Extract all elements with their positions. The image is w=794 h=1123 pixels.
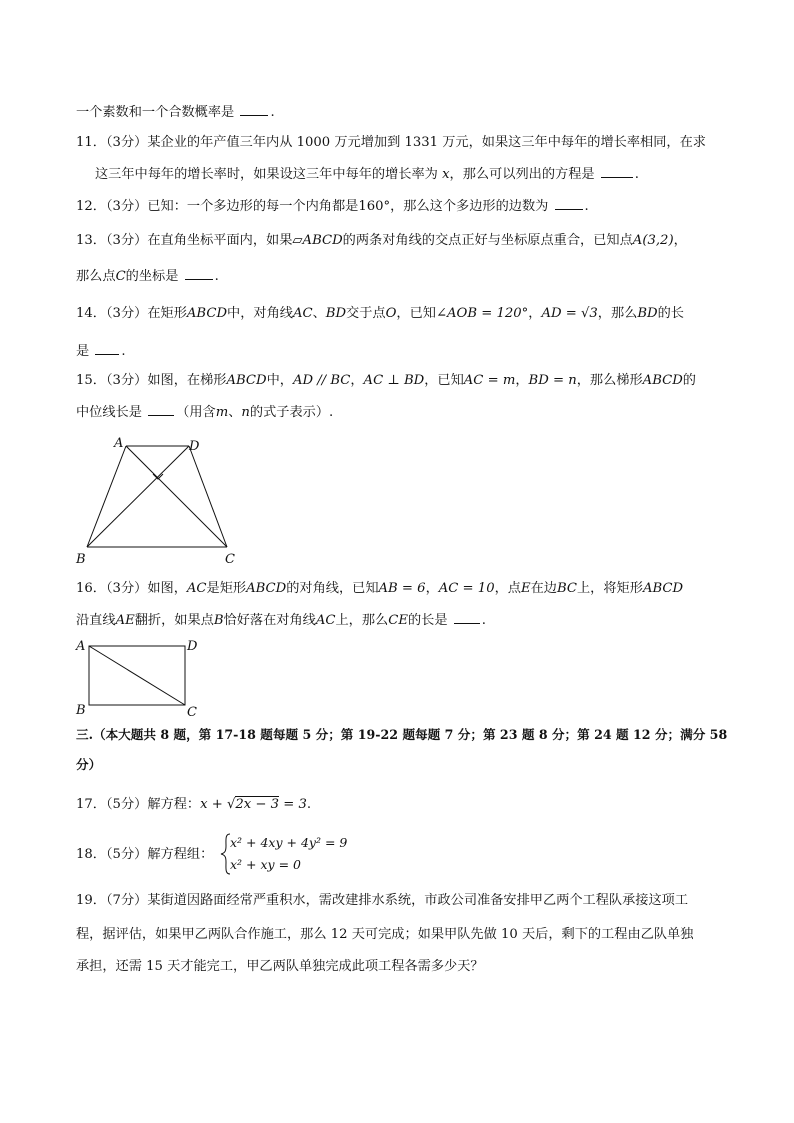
q16-text-b: 是矩形 [206,581,247,596]
q14-abcd: ABCD [186,306,228,321]
vertex-label-c: C [225,552,235,567]
q15-text-a: 15．（3分）如图，在梯形 [76,373,227,388]
q15-text-c: ， [350,373,364,388]
q16-ce: CE [388,613,408,628]
q16-line1 [76,580,683,598]
q13-point-a: A(3,2) [632,233,674,248]
vertex-label-a: A [114,436,124,451]
q14-text-e: ，已知 [396,306,436,321]
q14-line1 [76,305,684,323]
q16-text-g: 上，将矩形 [577,581,643,596]
section-3-text: 三.（本大题共 8 题，第 17-18 题每题 5 分；第 19-22 题每题 7 分；第 23 题 8 分；第 24 题 12 分；满分 58 [76,727,728,742]
q16-ae: AE [115,613,135,628]
q13-text-b: 的两条对角线的交点正好与坐标原点重合，已知点 [342,233,633,248]
vertex-label-d: D [187,639,198,654]
vertex-label-c: C [187,705,197,718]
q13-text-c: ， [673,233,687,248]
q11-line1 [76,134,706,152]
q16-text-h2: 翻折，如果点 [134,613,214,628]
q16-text-f: 在边 [530,581,557,596]
period: . [121,344,126,359]
answer-blank [148,403,174,416]
vertex-label-d: D [189,439,200,454]
q16-line2 [76,611,486,630]
q15-text-g: 的 [682,373,696,388]
q19-text-c: 承担，还需 15 天才能完工，甲乙两队单独完成此项工程各需多少天？ [76,959,484,974]
answer-blank [454,611,480,624]
q14-text-i: 是 [76,344,90,359]
q16-text-h4: 上，那么 [335,613,389,628]
q14-ac: AC [292,306,313,321]
q15-ac-m: AC = m [463,373,516,388]
q17-line [76,796,311,814]
answer-blank [240,103,268,116]
q17-text: 17．（5分）解方程： [76,797,201,812]
vertex-label-b: B [76,552,86,567]
q19-text-b: 程，据评估，如果甲乙两队合作施工，那么 12 天可完成；如果甲队先做 10 天后，剩下的工程由乙队单独 [76,927,694,942]
q16-text-e: ，点 [494,581,521,596]
q10-tail-text: 一个素数和一个合数概率是 [76,105,235,120]
answer-blank [601,165,633,178]
q15-text-h4: 的式子表示）. [249,405,334,420]
period: . [584,199,589,214]
q11-var-x: x [442,167,450,182]
q14-bd: BD [325,306,347,321]
q15-parallel: AD // BC [292,373,351,388]
q15-text-h3: 、 [228,405,242,420]
q16-abcd2: ABCD [642,581,684,596]
q18-equation-1: x² + 4xy + 4y² = 9 [230,835,348,850]
parallelogram-symbol: ▱ [292,233,303,248]
diagonal-ac [126,446,227,547]
vertex-label-b: B [76,703,86,718]
edge-ab [87,446,126,547]
q15-text-e: ， [515,373,529,388]
q19-line3 [76,958,484,976]
q15-abcd: ABCD [226,373,267,388]
answer-blank [555,197,583,210]
q19-line1 [76,892,688,910]
q15-text-h1: 中位线长是 [76,405,142,420]
q16-b: B [213,613,224,628]
q11-text-b1: 这三年中每年的增长率时，如果设这三年中每年的增长率为 [95,167,438,182]
q14-ad: AD = √3 [541,306,598,321]
q15-text-d: ，已知 [424,373,464,388]
q13-text-d1: 那么点 [76,269,116,284]
section-3-text-b: 分） [76,757,102,772]
answer-blank [185,267,213,280]
period: . [270,105,275,120]
q15-line2 [76,403,333,422]
q10-tail [76,103,275,122]
q15-text-f: ，那么梯形 [576,373,643,388]
q14-text-c: 、 [312,306,326,321]
q15-abcd2: ABCD [642,373,683,388]
q15-line1 [76,372,696,390]
q16-text-d: ， [425,581,439,596]
q14-text-f: ， [528,306,542,321]
q16-text-a: 16．（3分）如图， [76,581,187,596]
q14-text-b: 中，对角线 [227,306,293,321]
q14-o: O [385,306,397,321]
q14-angle: ∠AOB = 120° [435,306,529,321]
q13-text-d2: 的坐标是 [125,269,179,284]
period: . [481,613,486,628]
q16-e: E [520,581,531,596]
q16-ab: AB = 6 [378,581,426,596]
q16-text-h5: 的长是 [407,613,448,628]
q13-text-a: 13．（3分）在直角坐标平面内，如果 [76,233,293,248]
q13-line1 [76,232,687,250]
q11-text-b2: ，那么可以列出的方程是 [449,167,595,182]
q16-ac2: AC [315,613,336,628]
q16-text-h3: 恰好落在对角线 [223,613,316,628]
q13-abcd: ABCD [302,233,343,248]
q14-line2 [76,342,126,361]
q16-ac: AC [186,581,207,596]
q12-line [76,197,589,216]
q17-eq-left: x + [200,797,227,812]
q18-equation-2: x² + xy = 0 [230,857,301,872]
vertex-label-a: A [76,639,86,654]
trapezoid-figure [70,432,250,570]
q14-bd2: BD [637,306,658,321]
q15-n: n [241,405,250,420]
answer-blank [95,342,119,355]
q17-eq-right: = 3 [279,797,307,812]
diagonal-bd [87,446,189,547]
q12-text: 12．（3分）已知：一个多边形的每一个内角都是160°，那么这个多边形的边数为 [76,199,549,214]
q19-line2 [76,926,693,944]
q16-ac10: AC = 10 [438,581,495,596]
sqrt-sign: √ [226,797,236,812]
q14-text-a: 14．（3分）在矩形 [76,306,187,321]
q19-text-a: 19．（7分）某街道因路面经常严重积水，需改建排水系统，市政公司准备安排甲乙两个工程队承接这项工 [76,893,689,908]
period: . [306,797,312,812]
period: . [214,269,219,284]
section-3-heading-line2 [76,756,101,774]
q16-text-c: 的对角线，已知 [286,581,379,596]
q13-var-c: C [115,269,126,284]
rectangle-figure [70,636,210,718]
edge-dc [189,446,227,547]
diagonal-ac [89,646,185,705]
q18-line [76,846,213,864]
q15-bd-n: BD = n [528,373,577,388]
q17-radicand: 2x − 3 [235,797,280,812]
q15-text-b: 中， [266,373,293,388]
q11-line2 [95,165,639,184]
q16-bc: BC [556,581,577,596]
q15-text-h2: （用含 [176,405,216,420]
q14-text-h: 的长 [657,306,684,321]
q15-perp: AC ⊥ BD [363,373,425,388]
q13-line2 [76,267,219,286]
q11-text: 11．（3分）某企业的年产值三年内从 1000 万元增加到 1331 万元，如果这三年中每年的增长率相同，在求 [76,135,706,150]
period: . [634,167,639,182]
q14-text-g: ，那么 [597,306,638,321]
q18-text: 18．（5分）解方程组： [76,847,214,862]
q14-text-d: 交于点 [346,306,386,321]
section-3-heading [76,726,727,744]
q16-text-h1: 沿直线 [76,613,116,628]
q16-abcd: ABCD [246,581,287,596]
q15-m: m [215,405,229,420]
